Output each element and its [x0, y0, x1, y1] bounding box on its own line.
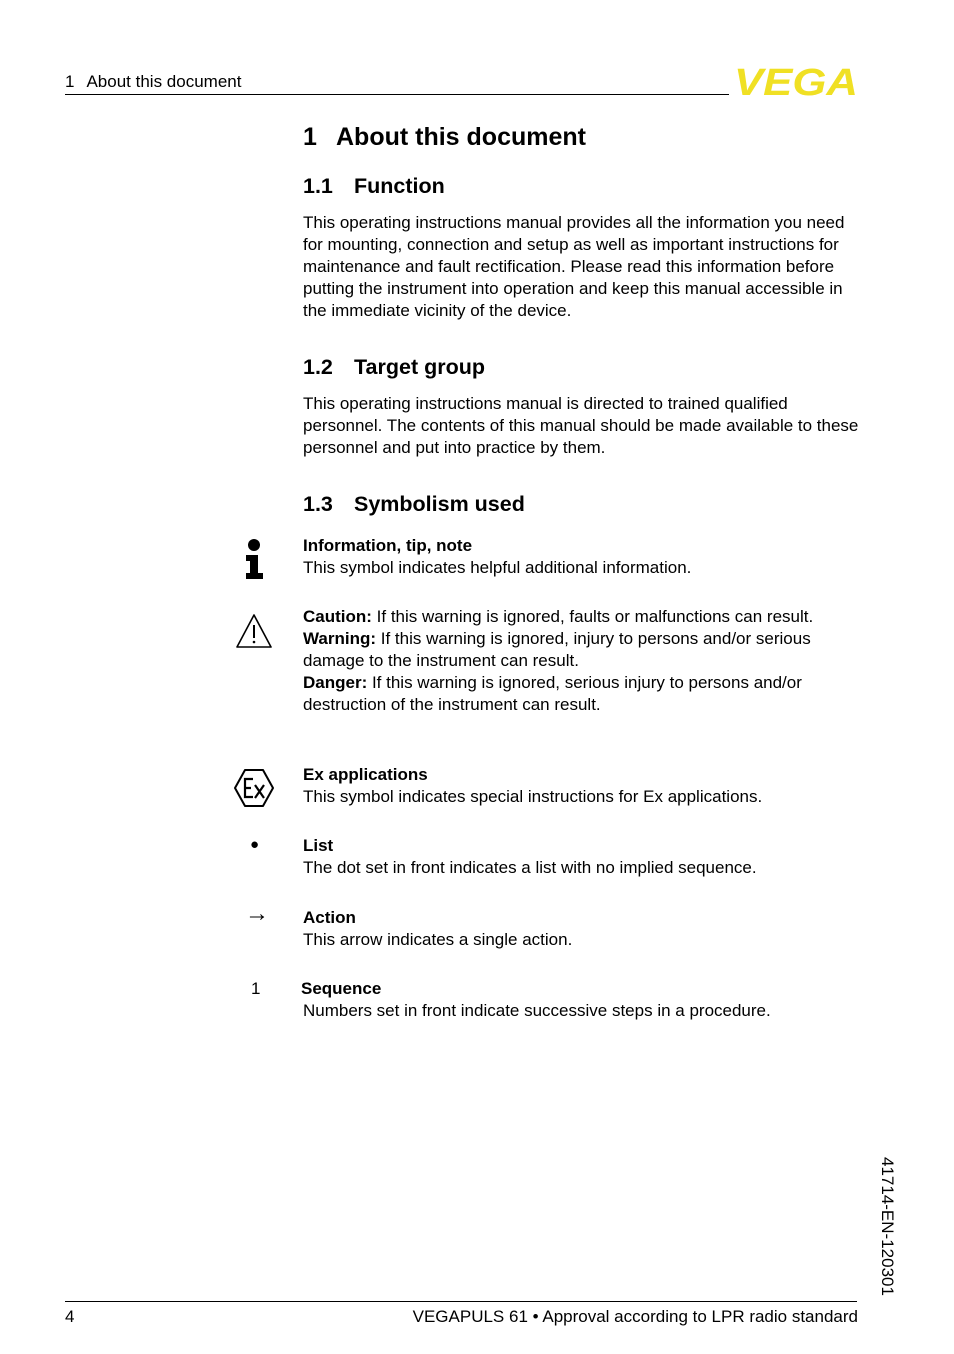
danger-text: If this warning is ignored, serious injury to persons and/or destruction of the instrument can result. — [303, 673, 802, 714]
caution-label: Caution: — [303, 607, 372, 626]
footer-rule — [65, 1301, 857, 1302]
ex-block — [303, 764, 863, 808]
danger-label: Danger: — [303, 673, 368, 692]
list-title: List — [303, 836, 334, 855]
logo-text: VEGA — [734, 64, 858, 98]
function-number: 1.1 — [303, 174, 333, 198]
warning-label: Warning: — [303, 629, 377, 648]
list-bullet-icon: ● — [250, 836, 260, 853]
warning-block — [303, 606, 851, 716]
section-title: About this document — [336, 123, 586, 151]
sequence-number-icon: 1 — [251, 979, 261, 998]
list-text: The dot set in front indicates a list with no implied sequence. — [303, 858, 757, 877]
sequence-text: Numbers set in front indicate successive steps in a procedure. — [303, 1001, 771, 1020]
function-heading — [303, 173, 445, 199]
ex-icon — [233, 768, 275, 808]
section-heading — [303, 122, 586, 152]
danger-line — [303, 672, 851, 716]
info-title: Information, tip, note — [303, 536, 473, 555]
vega-logo — [734, 64, 858, 98]
action-arrow-icon: → — [245, 900, 269, 927]
section-number: 1 — [303, 123, 317, 151]
running-header — [65, 72, 241, 92]
caution-text: If this warning is ignored, faults or malfunctions can result. — [371, 607, 814, 626]
action-title: Action — [303, 908, 356, 927]
header-rule — [65, 94, 729, 95]
ex-text: This symbol indicates special instructions for Ex applications. — [303, 787, 763, 806]
warning-line — [303, 628, 851, 672]
list-block — [303, 835, 863, 879]
sequence-block — [303, 978, 863, 1022]
header-chapter-title: About this document — [86, 72, 242, 91]
sequence-title: Sequence — [301, 979, 382, 998]
action-block — [303, 907, 863, 951]
function-title: Function — [354, 174, 445, 198]
symbolism-title: Symbolism used — [354, 492, 525, 516]
info-icon — [243, 539, 265, 579]
info-block — [303, 535, 863, 579]
ex-title: Ex applications — [303, 765, 428, 784]
info-text: This symbol indicates helpful additional information. — [303, 558, 692, 577]
symbolism-heading — [303, 491, 525, 517]
target-group-heading — [303, 354, 485, 380]
target-group-title: Target group — [354, 355, 485, 379]
function-paragraph: This operating instructions manual provides all the information you need for mounting, connection and setup as well as important instructions for maintenance and fault rectification. Please read this information before putting the instrument into operation and keep this manual accessible in the immediate vicinity of the device. — [303, 213, 845, 320]
target-group-paragraph: This operating instructions manual is directed to trained qualified personnel. The contents of this manual should be made available to these personnel and put into practice by them. — [303, 394, 859, 457]
footer-title: VEGAPULS 61 • Approval according to LPR radio standard — [412, 1307, 858, 1326]
document-number: 41714-EN-120301 — [878, 1157, 897, 1296]
symbolism-number: 1.3 — [303, 492, 333, 516]
target-group-number: 1.2 — [303, 355, 333, 379]
header-chapter-number: 1 — [65, 72, 75, 91]
action-text: This arrow indicates a single action. — [303, 930, 573, 949]
caution-line — [303, 606, 851, 628]
warning-triangle-icon — [235, 613, 273, 649]
warning-text: If this warning is ignored, injury to persons and/or serious damage to the instrument can result. — [303, 629, 811, 670]
page-number: 4 — [65, 1307, 75, 1326]
